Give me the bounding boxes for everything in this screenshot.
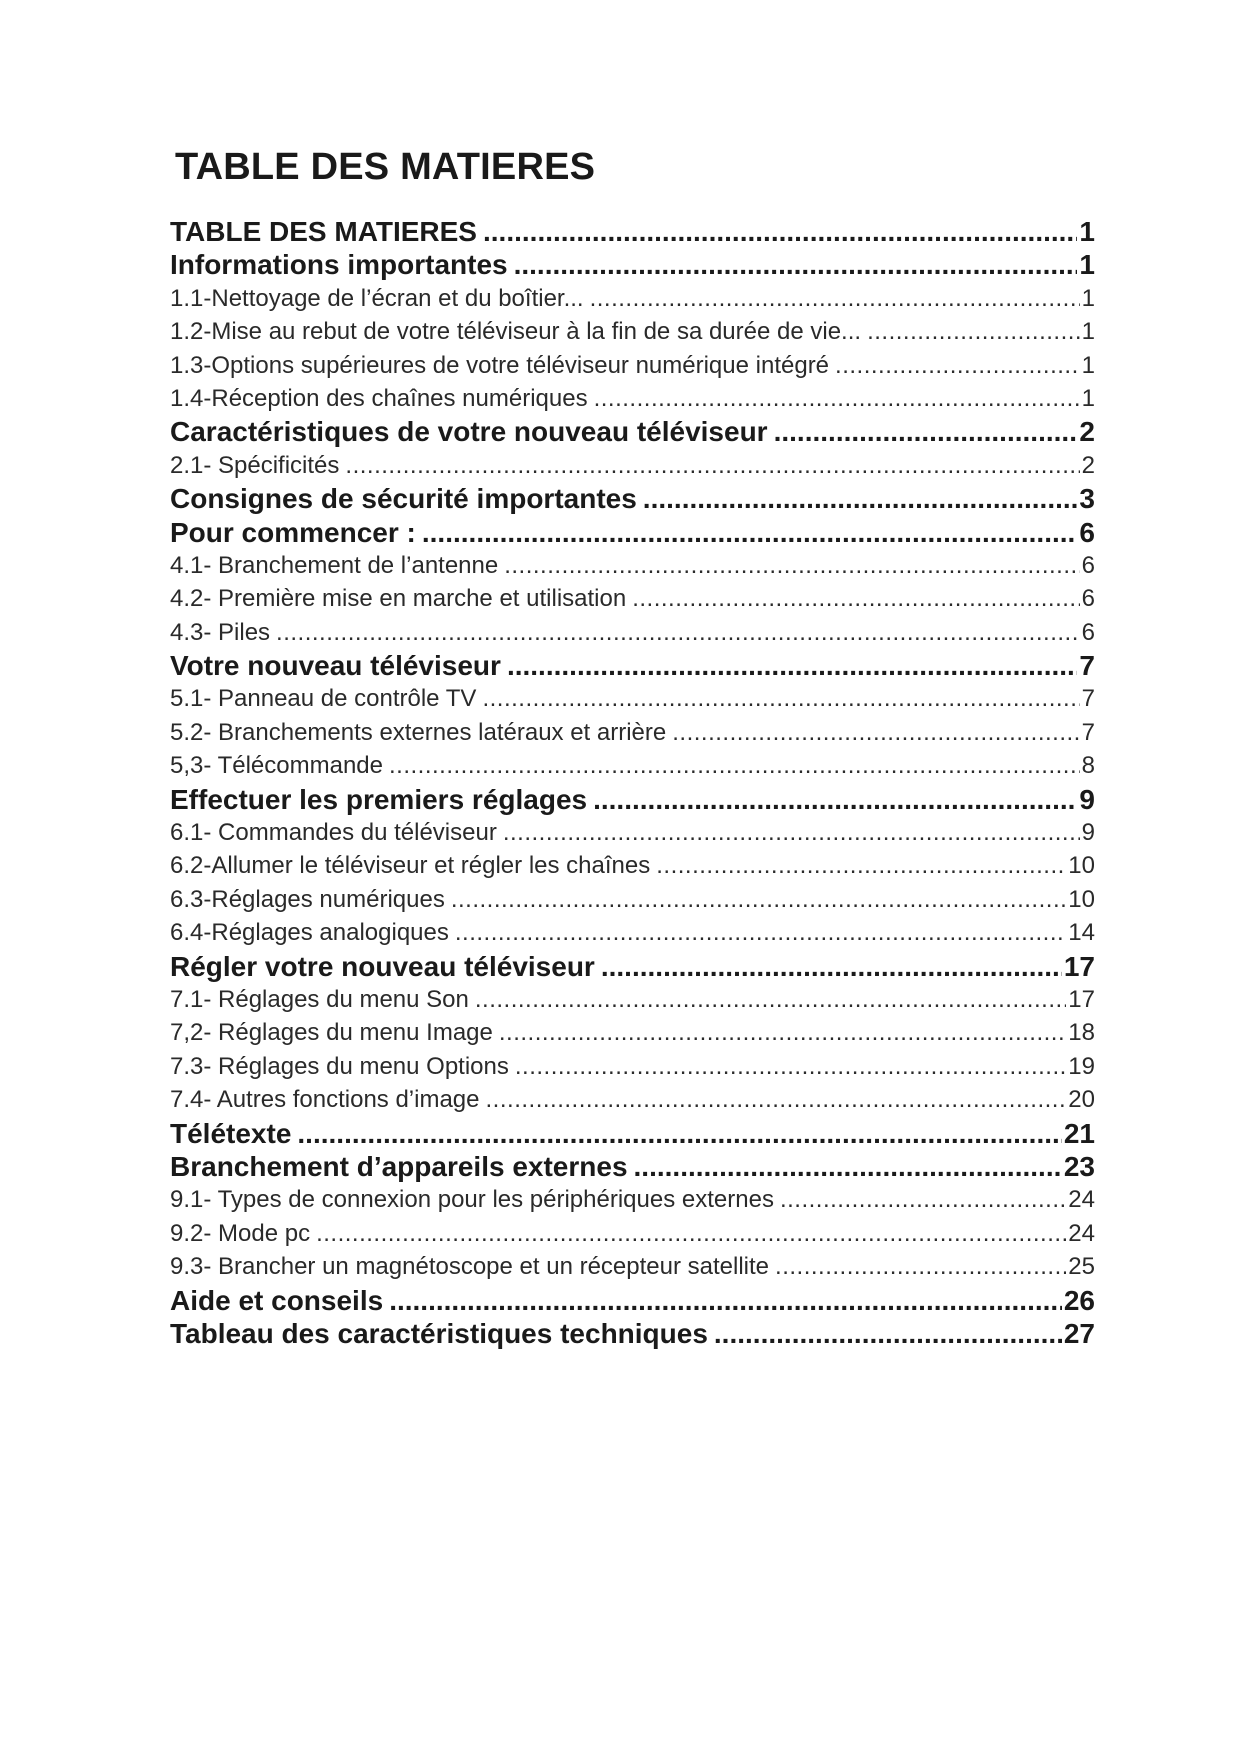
toc-dot-leader <box>594 382 1080 415</box>
toc-subsection-entry[interactable] <box>170 449 1095 482</box>
toc-subsection-entry[interactable] <box>170 1250 1095 1283</box>
toc-page-number: 17 <box>1063 950 1095 982</box>
toc-page-number: 10 <box>1068 885 1095 913</box>
toc-section-entry[interactable] <box>170 415 1095 448</box>
toc-entry-title: 4.3- Piles <box>170 618 271 646</box>
toc-subsection-entry[interactable] <box>170 1050 1095 1083</box>
toc-dot-leader <box>475 983 1066 1016</box>
toc-entry-title: 7.4- Autres fonctions d’image <box>170 1086 480 1114</box>
toc-subsection-entry[interactable] <box>170 1217 1095 1250</box>
toc-subsection-entry[interactable] <box>170 849 1095 882</box>
toc-dot-leader <box>672 716 1079 749</box>
toc-page-number: 1 <box>1081 351 1095 379</box>
toc-subsection-entry[interactable] <box>170 382 1095 415</box>
toc-page-number: 25 <box>1068 1253 1095 1281</box>
toc-page-number: 6 <box>1081 618 1095 646</box>
toc-subsection-entry[interactable] <box>170 349 1095 382</box>
toc-entry-title: 1.4-Réception des chaînes numériques <box>170 384 588 412</box>
toc-subsection-entry[interactable] <box>170 883 1095 916</box>
toc-dot-leader <box>656 849 1066 882</box>
toc-subsection-entry[interactable] <box>170 1016 1095 1049</box>
toc-page-number: 9 <box>1079 783 1095 815</box>
toc-entry-title: Branchement d’appareils externes <box>170 1150 628 1182</box>
toc-dot-leader <box>486 1083 1067 1116</box>
toc-dot-leader <box>632 582 1079 615</box>
toc-entry-title: Effectuer les premiers réglages <box>170 783 588 815</box>
toc-page-number: 23 <box>1063 1150 1095 1182</box>
toc-page-number: 27 <box>1063 1317 1095 1349</box>
toc-dot-leader <box>634 1150 1062 1183</box>
toc-page-number: 3 <box>1079 483 1095 515</box>
toc-entry-title: 6.4-Réglages analogiques <box>170 919 449 947</box>
toc-entry-title: TABLE DES MATIERES <box>170 216 477 247</box>
toc-entry-title: 1.3-Options supérieures de votre téléviseur numérique intégré <box>170 351 830 379</box>
toc-entry-title: Régler votre nouveau téléviseur <box>170 950 595 982</box>
toc-subsection-entry[interactable] <box>170 549 1095 582</box>
toc-entry-title: 6.1- Commandes du téléviseur <box>170 819 497 847</box>
toc-dot-leader <box>867 315 1080 348</box>
toc-subsection-entry[interactable] <box>170 983 1095 1016</box>
toc-dot-leader <box>503 816 1080 849</box>
toc-dot-leader <box>515 1050 1066 1083</box>
toc-entry-title: Aide et conseils <box>170 1284 384 1316</box>
toc-page-number: 1 <box>1081 284 1095 312</box>
toc-entry-title: 7.3- Réglages du menu Options <box>170 1052 509 1080</box>
toc-entry-title: 4.1- Branchement de l’antenne <box>170 551 499 579</box>
toc-page-number: 24 <box>1068 1186 1095 1214</box>
toc-page-number: 8 <box>1081 752 1095 780</box>
toc-page-number: 1 <box>1079 216 1095 247</box>
toc-entry-title: 6.2-Allumer le téléviseur et régler les chaînes <box>170 852 651 880</box>
toc-dot-leader <box>499 1016 1066 1049</box>
toc-subsection-entry[interactable] <box>170 916 1095 949</box>
toc-dot-leader <box>483 215 1077 248</box>
toc-dot-leader <box>774 415 1078 448</box>
toc-dot-leader <box>345 449 1079 482</box>
toc-subsection-entry[interactable] <box>170 749 1095 782</box>
toc-subsection-entry[interactable] <box>170 282 1095 315</box>
toc-page-number: 6 <box>1081 585 1095 613</box>
toc-entry-title: Télétexte <box>170 1117 292 1149</box>
toc-section-entry[interactable] <box>170 215 1095 248</box>
toc-page-number: 24 <box>1068 1219 1095 1247</box>
toc-entry-title: Informations importantes <box>170 249 508 281</box>
toc-page-number: 14 <box>1068 919 1095 947</box>
toc-page-number: 19 <box>1068 1052 1095 1080</box>
toc-entry-title: Consignes de sécurité importantes <box>170 483 637 515</box>
toc-dot-leader <box>775 1250 1066 1283</box>
toc-page-number: 6 <box>1079 516 1095 548</box>
toc-dot-leader <box>714 1317 1062 1350</box>
toc-page-number: 7 <box>1079 650 1095 682</box>
toc-page-number: 20 <box>1068 1086 1095 1114</box>
toc-page-number: 9 <box>1081 819 1095 847</box>
toc-page-number: 2 <box>1079 416 1095 448</box>
toc-dot-leader <box>316 1217 1066 1250</box>
toc-section-entry[interactable] <box>170 1317 1095 1350</box>
toc-entry-title: 7.1- Réglages du menu Son <box>170 985 469 1013</box>
toc-entry-title: 9.3- Brancher un magnétoscope et un récepteur satellite <box>170 1253 770 1281</box>
toc-subsection-entry[interactable] <box>170 315 1095 348</box>
toc-page-number: 1 <box>1081 318 1095 346</box>
toc-dot-leader <box>422 516 1078 549</box>
toc-subsection-entry[interactable] <box>170 816 1095 849</box>
toc-section-entry[interactable] <box>170 516 1095 549</box>
toc-page-number: 21 <box>1063 1117 1095 1149</box>
toc-dot-leader <box>780 1183 1066 1216</box>
toc-section-entry[interactable] <box>170 649 1095 682</box>
toc-dot-leader <box>593 783 1077 816</box>
toc-page-number: 2 <box>1081 451 1095 479</box>
toc-subsection-entry[interactable] <box>170 582 1095 615</box>
toc-section-entry[interactable] <box>170 1117 1095 1150</box>
toc-page-number: 6 <box>1081 551 1095 579</box>
toc-dot-leader <box>297 1117 1061 1150</box>
toc-dot-leader <box>507 649 1077 682</box>
toc-entry-title: 1.2-Mise au rebut de votre téléviseur à la fin de sa durée de vie... <box>170 318 862 346</box>
toc-entry-title: 7,2- Réglages du menu Image <box>170 1019 493 1047</box>
toc-entry-title: 5,3- Télécommande <box>170 752 383 780</box>
toc-entry-title: Caractéristiques de votre nouveau téléviseur <box>170 416 768 448</box>
toc-dot-leader <box>504 549 1079 582</box>
toc-subsection-entry[interactable] <box>170 716 1095 749</box>
toc-entry-title: 1.1-Nettoyage de l’écran et du boîtier... <box>170 284 584 312</box>
toc-page-number: 10 <box>1068 852 1095 880</box>
toc-page-number: 7 <box>1081 685 1095 713</box>
toc-section-entry[interactable] <box>170 783 1095 816</box>
toc-entry-title: 5.1- Panneau de contrôle TV <box>170 685 477 713</box>
toc-entry-title: 2.1- Spécificités <box>170 451 340 479</box>
toc-dot-leader <box>451 883 1066 916</box>
toc-entry-title: Pour commencer : <box>170 516 416 548</box>
toc-entry-title: 4.2- Première mise en marche et utilisation <box>170 585 627 613</box>
toc-page-number: 18 <box>1068 1019 1095 1047</box>
toc-section-entry[interactable] <box>170 1284 1095 1317</box>
toc-entry-title: 9.2- Mode pc <box>170 1219 311 1247</box>
toc-dot-leader <box>590 282 1080 315</box>
toc-subsection-entry[interactable] <box>170 682 1095 715</box>
toc-entry-title: Tableau des caractéristiques techniques <box>170 1317 708 1349</box>
toc-dot-leader <box>601 950 1062 983</box>
toc-dot-leader <box>389 1284 1062 1317</box>
toc-page-number: 7 <box>1081 718 1095 746</box>
toc-page-number: 26 <box>1063 1284 1095 1316</box>
toc-entry-title: 6.3-Réglages numériques <box>170 885 445 913</box>
toc-section-entry[interactable] <box>170 1150 1095 1183</box>
toc-entry-title: 5.2- Branchements externes latéraux et arrière <box>170 718 667 746</box>
toc-page-number: 1 <box>1079 249 1095 281</box>
toc-subsection-entry[interactable] <box>170 1183 1095 1216</box>
toc-page-number: 1 <box>1081 384 1095 412</box>
toc-section-entry[interactable] <box>170 482 1095 515</box>
toc-entry-title: Votre nouveau téléviseur <box>170 650 501 682</box>
toc-subsection-entry[interactable] <box>170 616 1095 649</box>
toc-dot-leader <box>835 349 1080 382</box>
toc-dot-leader <box>643 482 1078 515</box>
toc-dot-leader <box>389 749 1080 782</box>
toc-section-entry[interactable] <box>170 950 1095 983</box>
table-of-contents <box>170 215 1095 1350</box>
toc-entry-title: 9.1- Types de connexion pour les périphériques externes <box>170 1186 774 1214</box>
page-title: TABLE DES MATIERES <box>175 146 596 188</box>
toc-section-entry[interactable] <box>170 248 1095 281</box>
toc-dot-leader <box>482 682 1079 715</box>
toc-subsection-entry[interactable] <box>170 1083 1095 1116</box>
toc-page-number: 17 <box>1068 985 1095 1013</box>
toc-dot-leader <box>276 616 1080 649</box>
toc-dot-leader <box>514 248 1078 281</box>
toc-dot-leader <box>455 916 1066 949</box>
